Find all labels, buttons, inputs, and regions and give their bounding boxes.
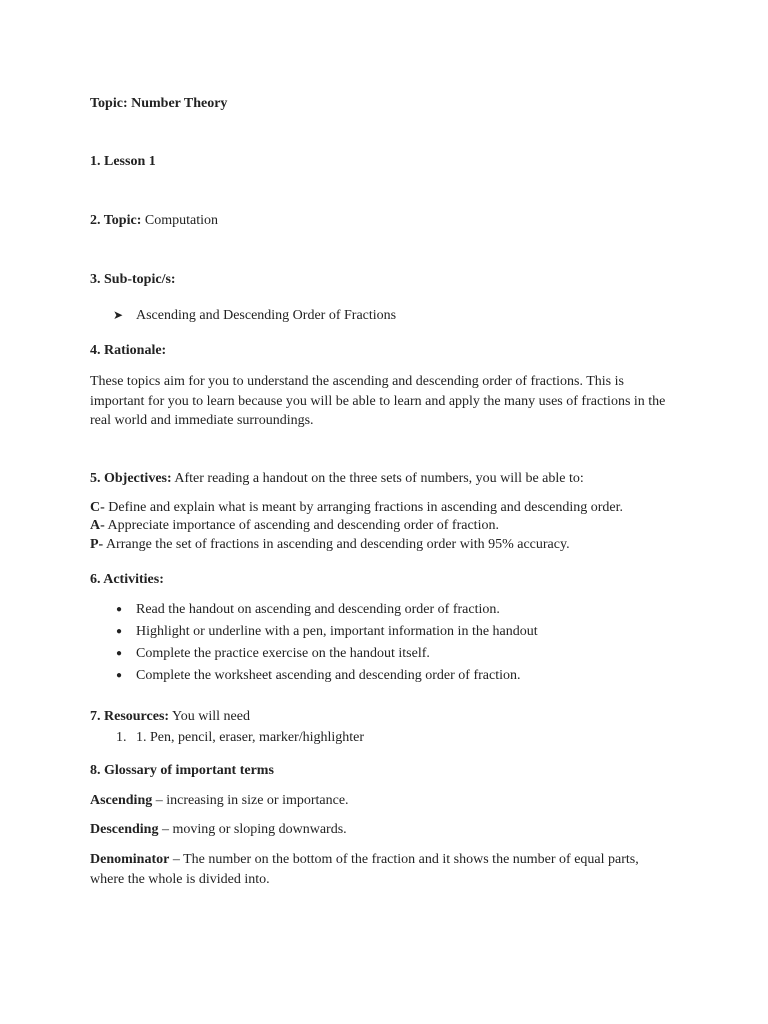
glossary-heading: 8. Glossary of important terms [90, 763, 274, 778]
objectives-intro: After reading a handout on the three sets of numbers, you will be able to: [171, 471, 584, 486]
activities-heading: 6. Activities: [90, 572, 164, 587]
lesson-heading: 1. Lesson 1 [90, 154, 156, 169]
rationale-heading: 4. Rationale: [90, 343, 167, 358]
topic-value: Computation [141, 213, 218, 228]
subtopics-heading: 3. Sub-topic/s: [90, 272, 176, 287]
glossary-term: Descending – moving or sloping downwards. [90, 822, 347, 837]
bullet-icon: ● [116, 670, 123, 681]
objectives-line [90, 469, 584, 488]
rationale-paragraph: These topics aim for you to understand the ascending and descending order of fractions. This is important for you to learn because you will be able to learn and apply the many uses of fractions in the real world and immediate surroundings. [90, 374, 666, 428]
objective-item: C- Define and explain what is meant by arranging fractions in ascending and descending order. [90, 500, 623, 515]
glossary-term: Denominator – The number on the bottom of the fraction and it shows the number of equal parts, where the whole is divided into. [90, 852, 639, 887]
bullet-icon: ● [116, 604, 123, 615]
bullet-icon: ● [116, 648, 123, 659]
document-page: Topic: Number Theory 1. Lesson 1 2. Topic: Computation 3. Sub-topic/s: ➤ Ascending and Descending Order of Fractions 4. Rationale: These topics aim for you to understand the ascending and descending order of fractions. This is important for you to learn because you will be able to learn and apply the many uses of fractions in the real world and immediate surroundings. 5. Objectives: After reading a handout on the three sets of numbers, you will be able to: C- Define and explain what is meant by arranging fractions in ascending and descending order. A- Appreciate importance of ascending and descending order of fraction. P- Arrange the set of fractions in ascending and descending order with 95% accuracy. 6. Activities: ● Read the handout on ascending and descending order of fraction. ● Highlight or underline with a pen, important information in the handout ● Complete the practice exercise on the handout itself. ● Complete the worksheet ascending and descending order of fraction. 7. Resources: You will need 1. 1. Pen, pencil, eraser, marker/highlighter 8. Glossary of important terms Ascending – increasing in size or importance. Descending – moving or sloping downwards. Denominator – The number on the bottom of the fraction and it shows the number of equal parts, where the whole is divided into. [0, 0, 768, 1024]
topic-line [90, 211, 218, 230]
resources-intro: You will need [169, 709, 250, 724]
resources-label: 7. Resources: [90, 709, 170, 724]
document-topic-heading: Topic: Number Theory [90, 96, 228, 111]
bullet-icon: ● [116, 626, 123, 637]
arrow-bullet-icon: ➤ [113, 308, 124, 322]
resources-line [90, 707, 250, 726]
objective-item: P- Arrange the set of fractions in ascending and descending order with 95% accuracy. [90, 537, 570, 552]
topic-label: 2. Topic: [90, 213, 142, 228]
objectives-label: 5. Objectives: [90, 471, 172, 486]
objective-item: A- Appreciate importance of ascending and descending order of fraction. [90, 518, 499, 533]
glossary-term: Ascending – increasing in size or importance. [90, 793, 349, 808]
